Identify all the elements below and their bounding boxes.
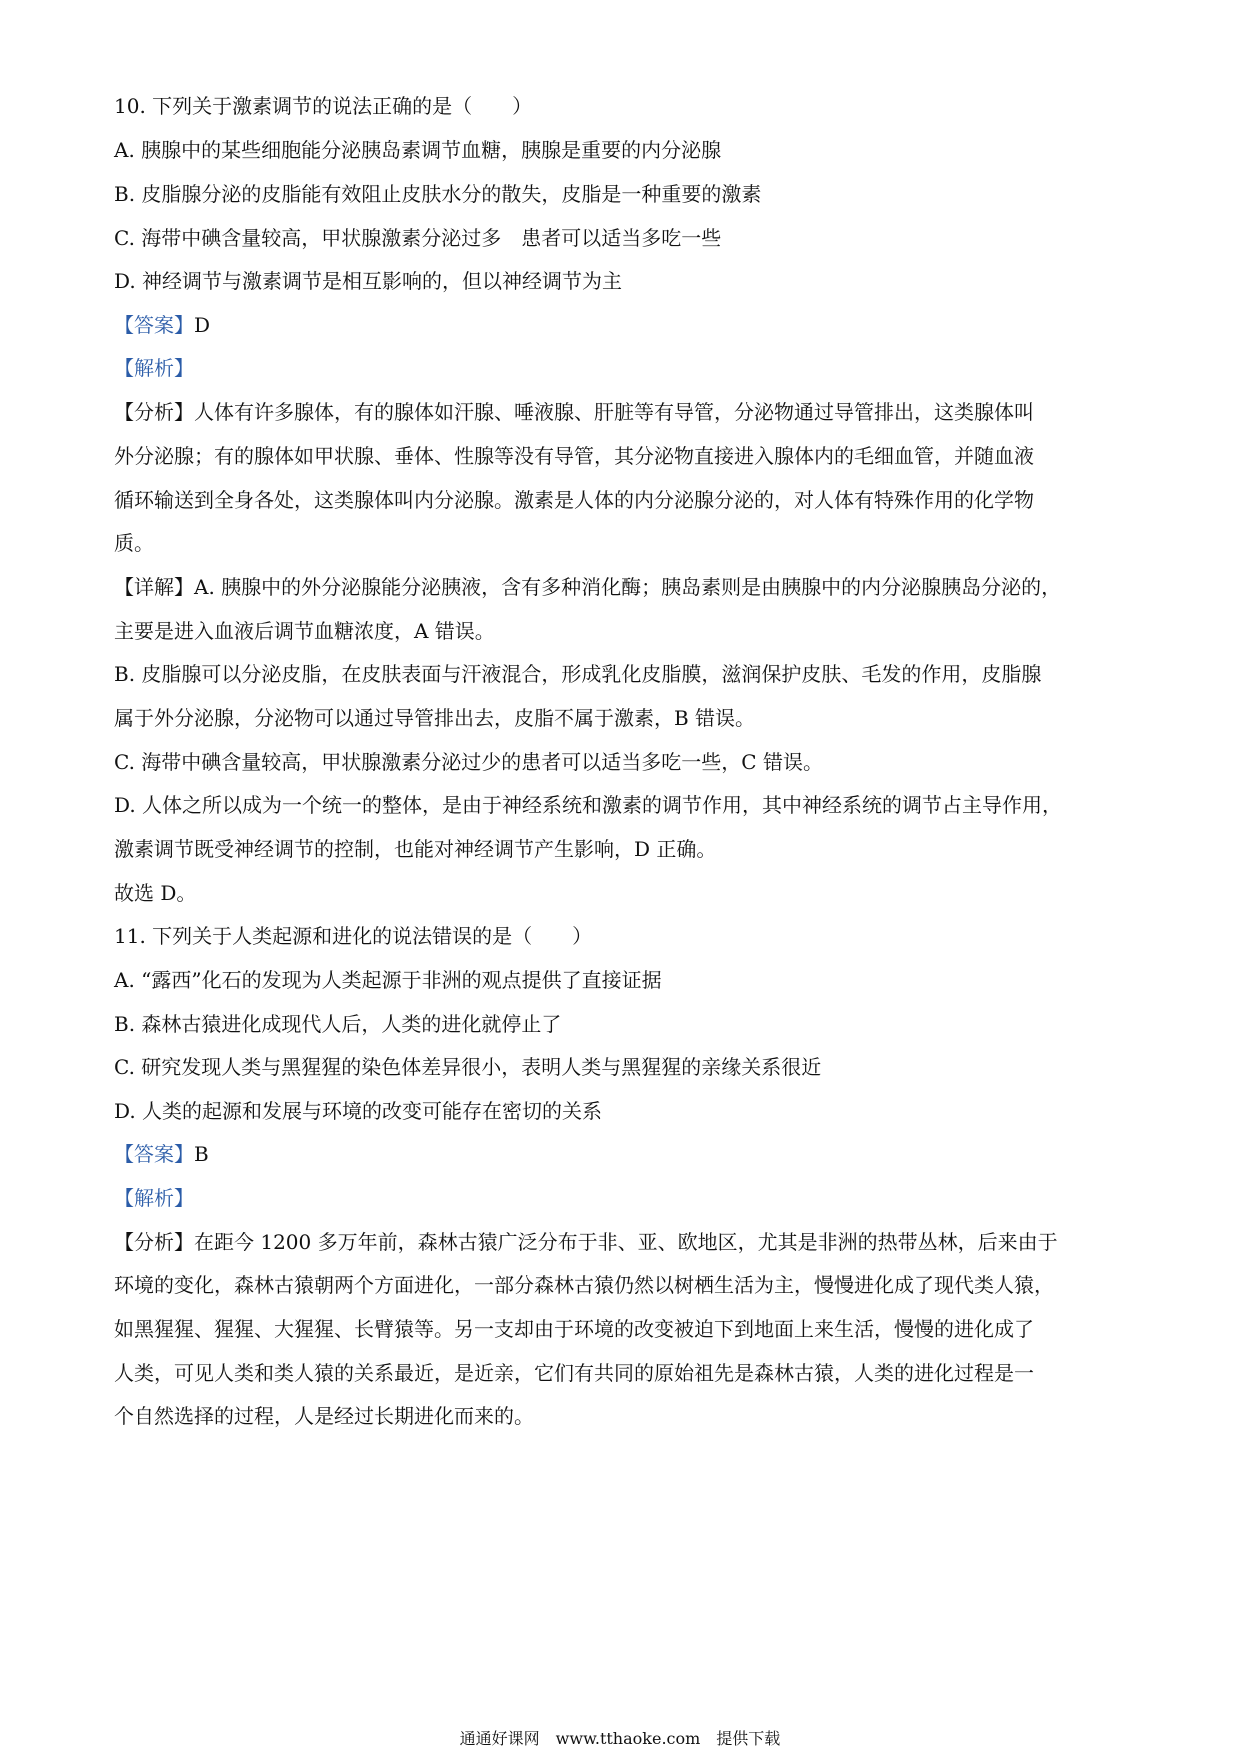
question-10-xiangjie-line: [114, 573, 1061, 601]
answer-tag: 【答案】: [114, 1142, 194, 1166]
fenxi-text: 人体有许多腺体，有的腺体如汗腺、唾液腺、肝脏等有导管，分泌物通过导管排出，这类腺体叫: [194, 400, 1034, 424]
question-10-option-b: B. 皮脂腺分泌的皮脂能有效阻止皮肤水分的散失，皮脂是一种重要的激素: [114, 182, 762, 206]
question-10-fenxi-line: 循环输送到全身各处，这类腺体叫内分泌腺。激素是人体的内分泌腺分泌的，对人体有特殊作用的化学物: [114, 488, 1034, 512]
fenxi-tag: 【分析】: [114, 1230, 194, 1254]
question-11-fenxi-line: [114, 1228, 1058, 1256]
question-10-option-d: D. 神经调节与激素调节是相互影响的，但以神经调节为主: [114, 269, 623, 293]
question-10-stem: 10. 下列关于激素调节的说法正确的是（ ）: [114, 94, 533, 118]
question-11-option-b: B. 森林古猿进化成现代人后，人类的进化就停止了: [114, 1012, 562, 1036]
question-11-option-d: D. 人类的起源和发展与环境的改变可能存在密切的关系: [114, 1099, 603, 1123]
question-10-conclusion: 故选 D。: [114, 881, 197, 905]
answer-value: D: [194, 313, 211, 337]
question-10-xiangjie-line: D. 人体之所以成为一个统一的整体，是由于神经系统和激素的调节作用，其中神经系统的调节占主导作用，: [114, 793, 1063, 817]
fenxi-text: 在距今 1200 多万年前，森林古猿广泛分布于非、亚、欧地区，尤其是非洲的热带丛林，后来由于: [194, 1230, 1058, 1254]
question-10-answer: [114, 311, 210, 339]
question-11-option-a: A. “露西”化石的发现为人类起源于非洲的观点提供了直接证据: [114, 968, 662, 992]
question-10-fenxi-line: [114, 398, 1034, 426]
question-11-stem: 11. 下列关于人类起源和进化的说法错误的是（ ）: [114, 924, 593, 948]
question-10-xiangjie-line: 属于外分泌腺，分泌物可以通过导管排出去，皮脂不属于激素，B 错误。: [114, 706, 756, 730]
question-11-option-c: C. 研究发现人类与黑猩猩的染色体差异很小，表明人类与黑猩猩的亲缘关系很近: [114, 1055, 822, 1079]
question-11-fenxi-line: 如黑猩猩、猩猩、大猩猩、长臂猿等。另一支却由于环境的改变被迫下到地面上来生活，慢慢的进化成了: [114, 1317, 1034, 1341]
page-footer: 通通好课网 www.tthaoke.com 提供下载: [459, 1729, 781, 1748]
answer-tag: 【答案】: [114, 313, 194, 337]
question-11-answer: [114, 1140, 209, 1168]
question-10-fenxi-line: 质。: [114, 531, 154, 555]
question-10-analysis-tag: 【解析】: [114, 356, 194, 380]
question-11-fenxi-line: 环境的变化，森林古猿朝两个方面进化，一部分森林古猿仍然以树栖生活为主，慢慢进化成了现代类人猿，: [114, 1273, 1054, 1297]
question-10-xiangjie-line: 主要是进入血液后调节血糖浓度，A 错误。: [114, 619, 495, 643]
answer-value: B: [194, 1142, 209, 1166]
fenxi-tag: 【分析】: [114, 400, 194, 424]
question-10-fenxi-line: 外分泌腺；有的腺体如甲状腺、垂体、性腺等没有导管，其分泌物直接进入腺体内的毛细血管，并随血液: [114, 444, 1034, 468]
question-11-fenxi-line: 人类，可见人类和类人猿的关系最近，是近亲，它们有共同的原始祖先是森林古猿，人类的进化过程是一: [114, 1361, 1034, 1385]
question-10-xiangjie-line: 激素调节既受神经调节的控制，也能对神经调节产生影响，D 正确。: [114, 837, 717, 861]
question-11-fenxi-line: 个自然选择的过程，人是经过长期进化而来的。: [114, 1404, 534, 1428]
xiangjie-tag: 【详解】: [114, 575, 194, 599]
question-10-xiangjie-line: B. 皮脂腺可以分泌皮脂，在皮肤表面与汗液混合，形成乳化皮脂膜，滋润保护皮肤、毛发的作用，皮脂腺: [114, 662, 1042, 686]
question-11-analysis-tag: 【解析】: [114, 1186, 194, 1210]
question-10-option-c: C. 海带中碘含量较高，甲状腺激素分泌过多 患者可以适当多吃一些: [114, 226, 722, 250]
xiangjie-text: A. 胰腺中的外分泌腺能分泌胰液，含有多种消化酶；胰岛素则是由胰腺中的内分泌腺胰岛分泌的，: [194, 575, 1062, 599]
question-10-xiangjie-line: C. 海带中碘含量较高，甲状腺激素分泌过少的患者可以适当多吃一些，C 错误。: [114, 750, 823, 774]
question-10-option-a: A. 胰腺中的某些细胞能分泌胰岛素调节血糖，胰腺是重要的内分泌腺: [114, 138, 722, 162]
